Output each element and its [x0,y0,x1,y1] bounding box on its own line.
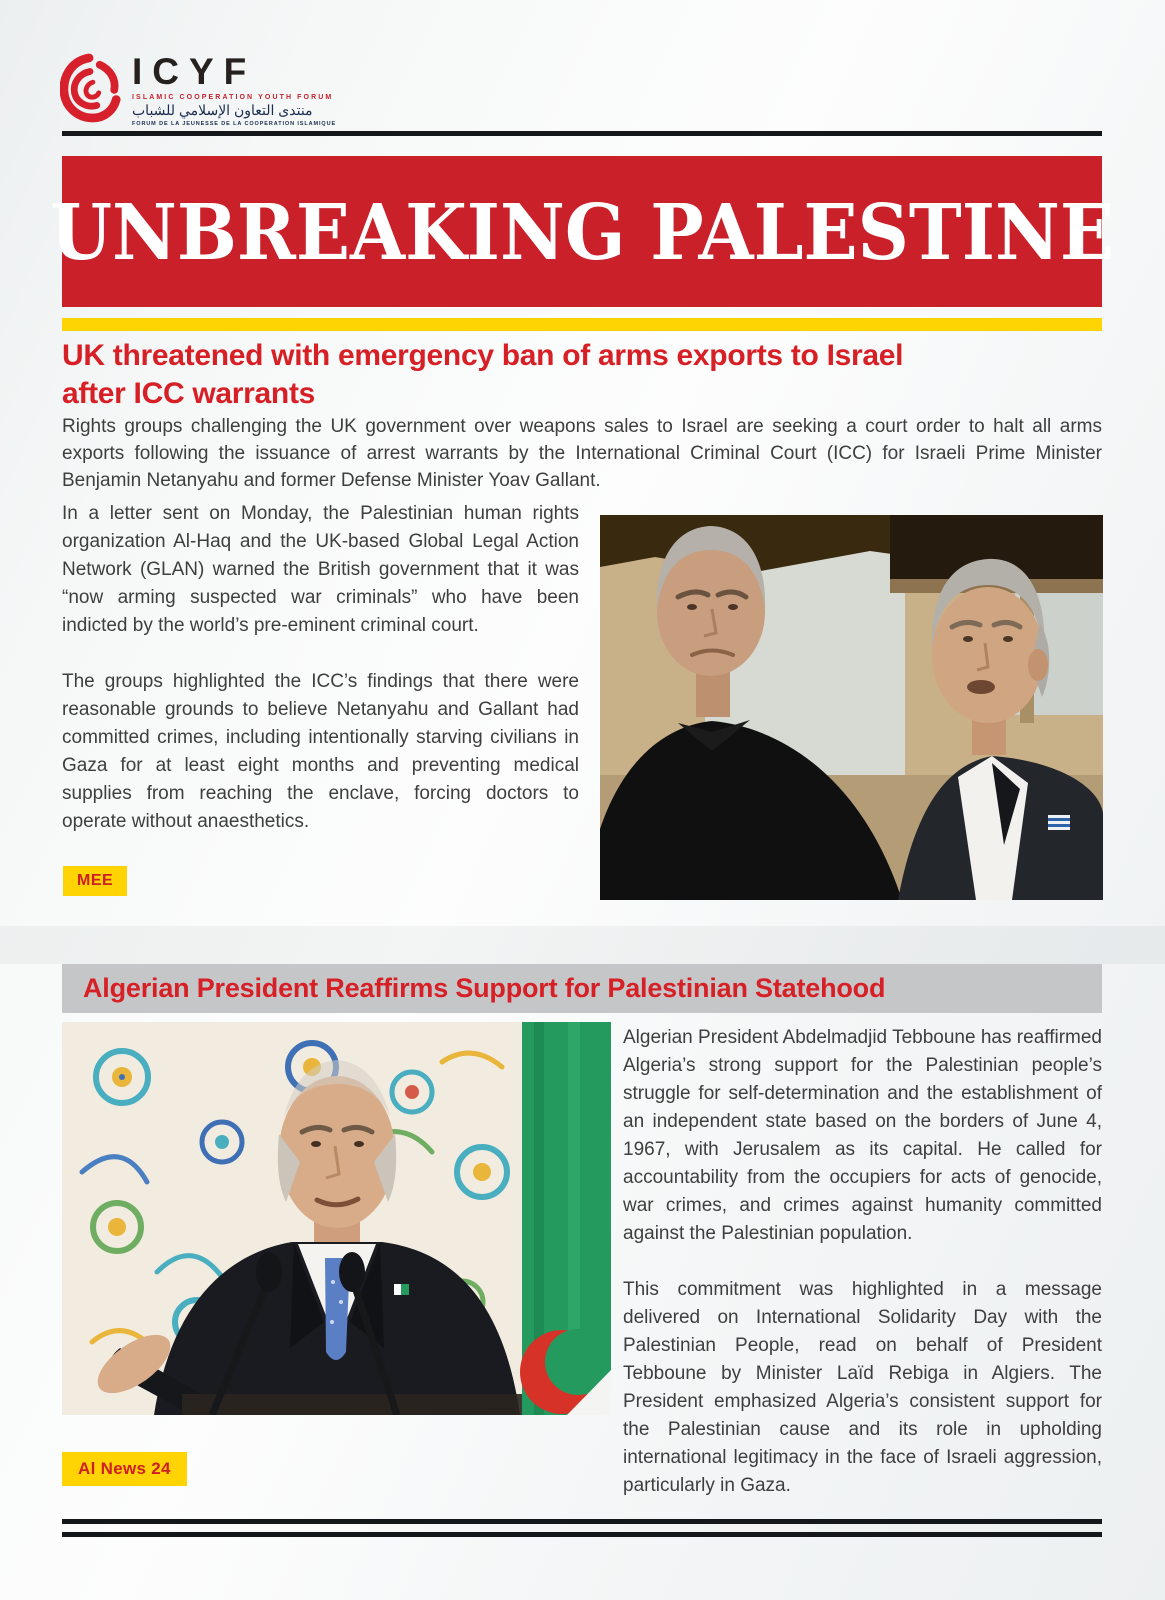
article2-paragraph-2: This commitment was highlighted in a message delivered on International Solidarity Day with the Palestinian People, read on behalf of President Tebboune by Minister Laïd Rebiga in Algiers. The President emphasized Algeria’s consistent support for the Palestinian cause and its role in upholding international legitimacy in the face of Israeli aggression, particularly in Gaza. [623,1279,1102,1496]
icyf-tagline-arabic: منتدى التعاون الإسلامي للشباب [132,102,313,118]
gallant-netanyahu-illustration [600,515,1103,900]
icyf-tagline-french: FORUM DE LA JEUNESSE DE LA COOPERATION ISLAMIQUE [132,121,337,127]
icyf-logo-text [132,50,336,127]
article2-header-band [62,964,1102,1013]
top-rule [62,131,1102,136]
bottom-rule-1 [62,1519,1102,1524]
icyf-rose-icon [60,50,122,124]
article1-lede: Rights groups challenging the UK government over weapons sales to Israel are seeking a court order to halt all arms exports following the issuance of arrest warrants by the International Criminal Court (ICC) for Israeli Prime Minister Benjamin Netanyahu and former Defense Minister Yoav Gallant. [62,416,1102,491]
icyf-logo [60,50,336,127]
section-divider-band [0,926,1165,964]
article2-body-column [623,1024,1102,1528]
article2-headline: Algerian President Reaffirms Support for Palestinian Statehood [83,973,886,1003]
tebboune-press-illustration [62,1022,611,1415]
icyf-acronym: ICYF [132,51,257,92]
article1-photo [600,515,1103,900]
source-badge-alnews24[interactable]: Al News 24 [62,1452,187,1486]
source-badge-mee[interactable]: MEE [63,866,127,896]
article1-paragraph-1: In a letter sent on Monday, the Palestinian human rights organization Al-Haq and the UK-based Global Legal Action Network (GLAN) warned the British government that it was “now arming suspected war criminals” who have been indicted by the world’s pre-eminent criminal court. [62,503,579,636]
article1-body-column [62,500,579,864]
article1-paragraph-2: The groups highlighted the ICC’s findings that there were reasonable grounds to believe Netanyahu and Gallant had committed crimes, including intentionally starving civilians in Gaza for at least eight months and preventing medical supplies from reaching the enclave, forcing doctors to operate without anaesthetics. [62,671,579,832]
article2-photo [62,1022,611,1415]
yellow-divider [62,318,1102,331]
article2-paragraph-1: Algerian President Abdelmadjid Tebboune has reaffirmed Algeria’s strong support for the Palestinian people’s struggle for self-determination and the establishment of an independent state based on the borders of June 4, 1967, with Jerusalem as its capital. He called for accountability from the occupiers for acts of genocide, war crimes, and crimes against humanity committed against the Palestinian population. [623,1027,1102,1244]
masthead-banner [50,156,1114,307]
article1-headline: UK threatened with emergency ban of arms exports to Israel after ICC warrants [62,339,904,410]
icyf-tagline-english: ISLAMIC COOPERATION YOUTH FORUM [132,94,334,101]
masthead-title: UNBREAKING PALESTINE [50,186,1114,277]
bottom-rule-2 [62,1532,1102,1537]
